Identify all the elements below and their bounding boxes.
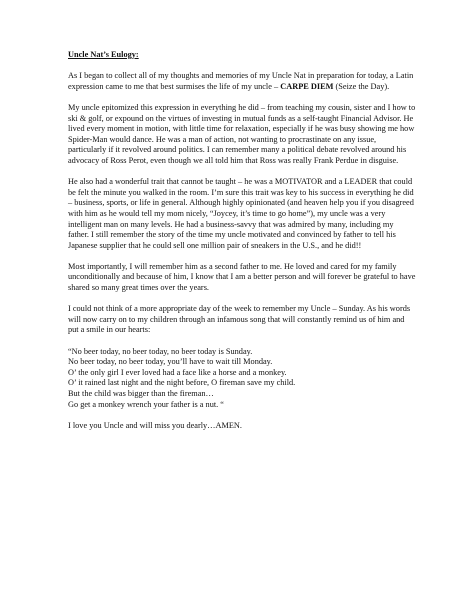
intro-text: As I began to collect all of my thoughts and memories of my Uncle Nat in preparation for today, a Latin expression came to me that best surmises the life of my uncle – bbox=[68, 71, 414, 91]
song-line: O’ it rained last night and the night before, O fireman save my child. bbox=[68, 378, 296, 388]
closing-line: I love you Uncle and will miss you dearly…AMEN. bbox=[68, 420, 242, 430]
song-lyrics bbox=[68, 347, 416, 411]
paragraph-second-father: Most importantly, I will remember him as a second father to me. He loved and cared for my family unconditionally and because of him, I know that I am a better person and will forever be grateful to have shared so many great times over the years. bbox=[68, 261, 416, 293]
song-line: No beer today, no beer today, you’ll have to wait till Monday. bbox=[68, 357, 273, 367]
song-line: Go get a monkey wrench your father is a nut. “ bbox=[68, 399, 224, 409]
paragraph-action: My uncle epitomized this expression in everything he did – from teaching my cousin, sister and I how to ski & golf, or expound on the virtues of investing in mutual funds as a self-taught Financial Advisor. He lived every moment in motion, with little time for relaxation, especially if he was busy showing me how Spider-Man would dance. He was a man of action, not wanting to procrastinate on any issue, particularly if it revolved around politics. I can remember many a political debate revolved around his advocacy of Ross Perot, even though we all told him that Ross was really Frank Perdue in disguise. bbox=[68, 102, 416, 165]
document-title: Uncle Nat’s Eulogy: bbox=[68, 50, 139, 59]
song-line: But the child was bigger than the fireman… bbox=[68, 389, 214, 398]
song-line: “No beer today, no beer today, no beer today is Sunday. bbox=[68, 346, 253, 356]
intro-after: (Seize the Day). bbox=[333, 81, 390, 91]
intro-paragraph bbox=[68, 71, 416, 92]
paragraph-motivator: He also had a wonderful trait that cannot be taught – he was a MOTIVATOR and a LEADER that could be felt the minute you walked in the room. I’m sure this trait was key to his success in everything he did – business, sports, or life in general. Although highly opinionated (and heaven help you if you disagreed with him as he would tell my mom nicely, “Joycey, it’s time to go home”), my uncle was a very intelligent man on many levels. He had a business-savvy that was admired by many, including my father. I still remember the story of the time my uncle motivated and convinced by father to tell his Japanese supplier that he could sell one million pair of sneakers in the U.S., and he did!! bbox=[68, 177, 414, 250]
eulogy-document bbox=[68, 50, 416, 442]
paragraph-sunday: I could not think of a more appropriate day of the week to remember my Uncle – Sunday. As his words will now carry on to my children through an infamous song that will constantly remind us of him and put a smile in our hearts: bbox=[68, 304, 411, 335]
intro-emphasis: CARPE DIEM bbox=[280, 81, 334, 91]
song-line: O’ the only girl I ever loved had a face like a horse and a monkey. bbox=[68, 367, 287, 377]
